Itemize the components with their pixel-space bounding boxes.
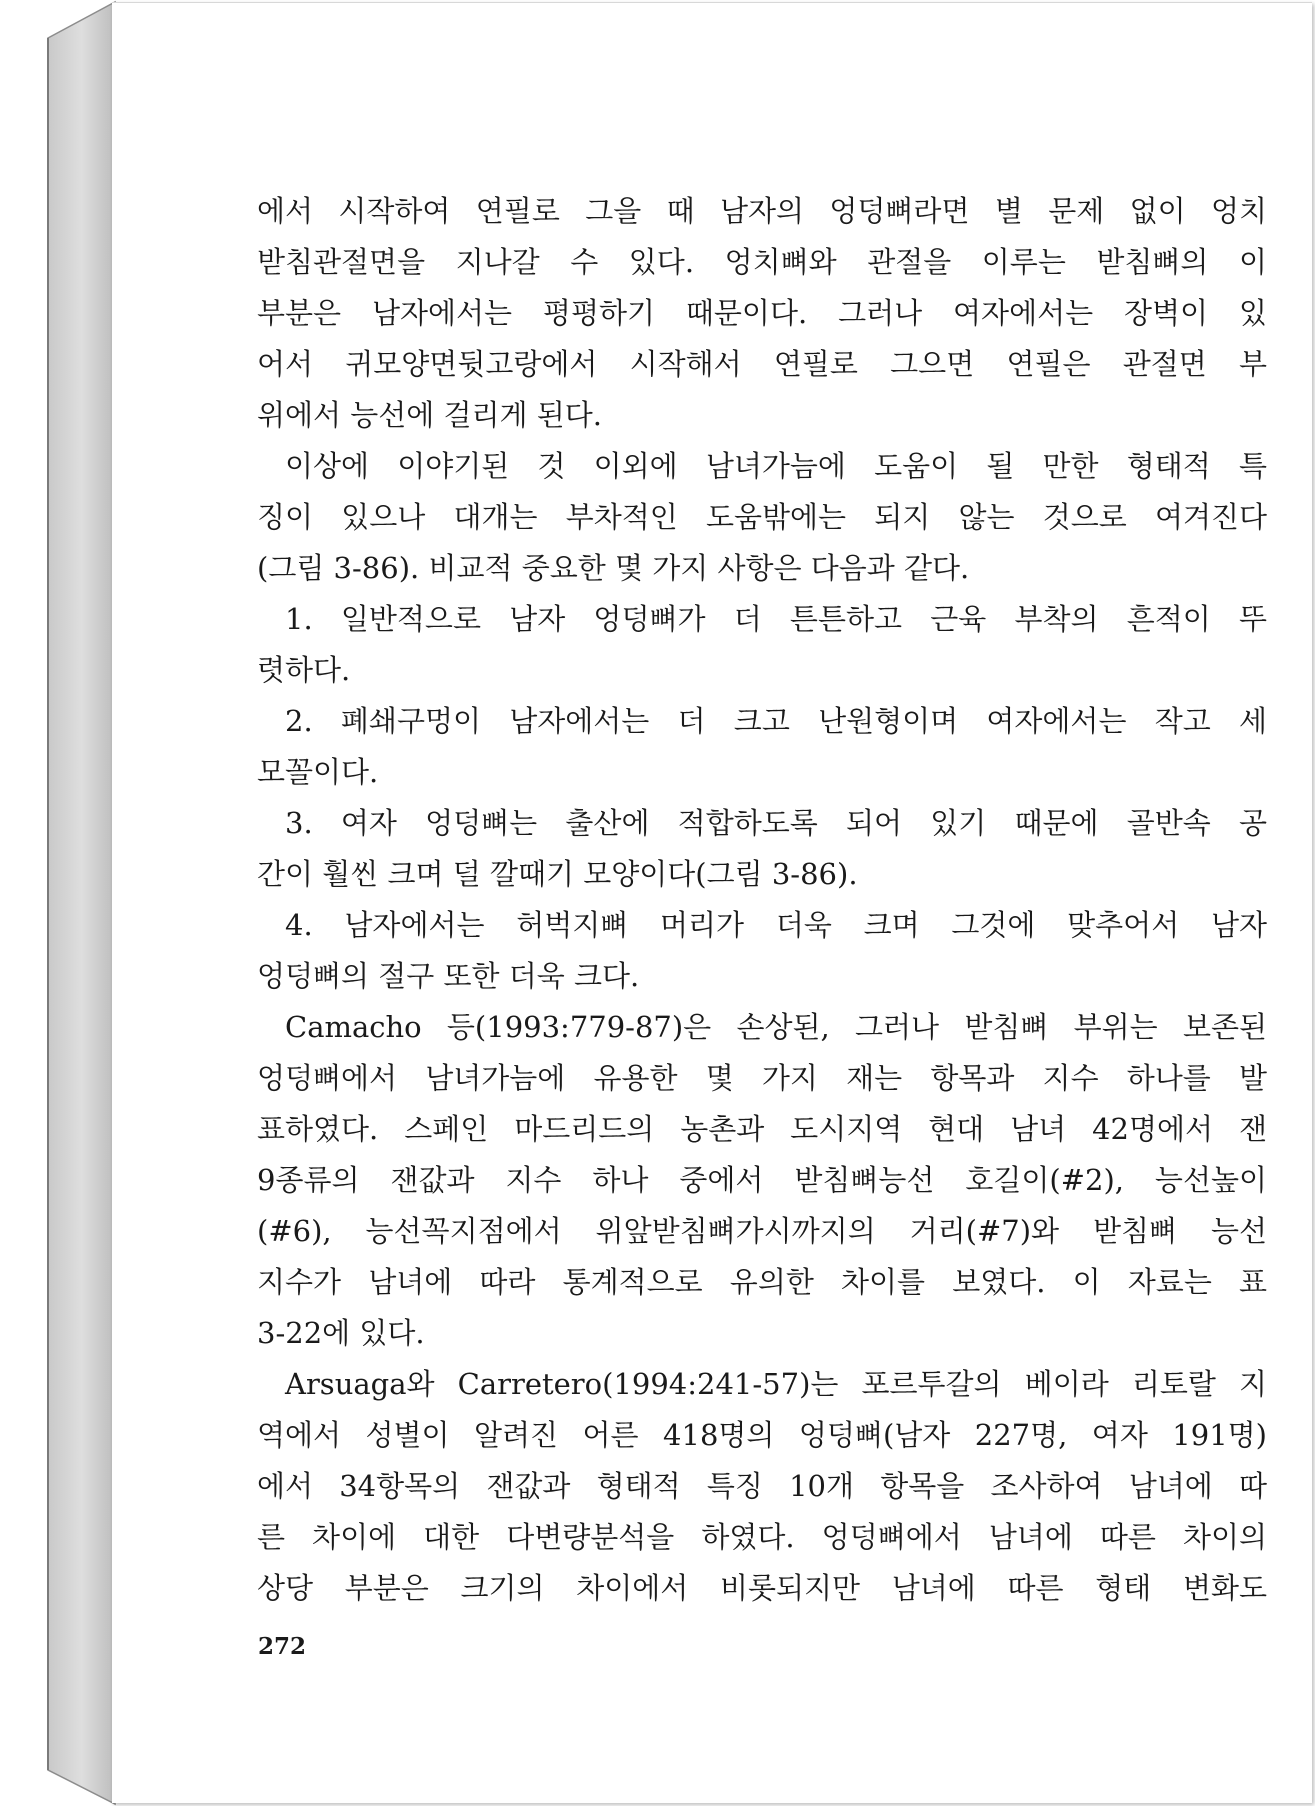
text-line: 9종류의 잰값과 지수 하나 중에서 받침뼈능선 호길이(#2), 능선높이 <box>257 1163 1267 1197</box>
page-number: 272 <box>258 1633 307 1660</box>
text-line: 상당 부분은 크기의 차이에서 비롯되지만 남녀에 따른 형태 변화도 <box>257 1571 1267 1605</box>
text-line: 모꼴이다. <box>257 755 379 789</box>
text-line: 어서 귀모양면뒷고랑에서 시작해서 연필로 그으면 연필은 관절면 부 <box>257 347 1267 381</box>
text-line: 3. 여자 엉덩뼈는 출산에 적합하도록 되어 있기 때문에 골반속 공 <box>285 806 1267 840</box>
text-line: 른 차이에 대한 다변량분석을 하였다. 엉덩뼈에서 남녀에 따른 차이의 <box>257 1520 1267 1554</box>
text-line: 에서 시작하여 연필로 그을 때 남자의 엉덩뼈라면 별 문제 없이 엉치 <box>257 194 1267 228</box>
text-line: 받침관절면을 지나갈 수 있다. 엉치뼈와 관절을 이루는 받침뼈의 이 <box>257 245 1267 279</box>
text-line: 엉덩뼈에서 남녀가늠에 유용한 몇 가지 재는 항목과 지수 하나를 발 <box>257 1061 1267 1095</box>
text-line: 역에서 성별이 알려진 어른 418명의 엉덩뼈(남자 227명, 여자 191명) <box>257 1418 1267 1452</box>
text-line: Arsuaga와 Carretero(1994:241-57)는 포르투갈의 베이라 리토랄 지 <box>285 1367 1267 1401</box>
text-line: 렷하다. <box>257 653 351 687</box>
book-page <box>112 2 1312 1803</box>
text-line: 에서 34항목의 잰값과 형태적 특징 10개 항목을 조사하여 남녀에 따 <box>257 1469 1267 1503</box>
text-line: (#6), 능선꼭지점에서 위앞받침뼈가시까지의 거리(#7)와 받침뼈 능선 <box>257 1214 1267 1248</box>
text-line: 이상에 이야기된 것 이외에 남녀가늠에 도움이 될 만한 형태적 특 <box>285 449 1267 483</box>
text-line: 지수가 남녀에 따라 통계적으로 유의한 차이를 보였다. 이 자료는 표 <box>257 1265 1267 1299</box>
text-line: 1. 일반적으로 남자 엉덩뼈가 더 튼튼하고 근육 부착의 흔적이 뚜 <box>285 602 1267 636</box>
text-line: 표하였다. 스페인 마드리드의 농촌과 도시지역 현대 남녀 42명에서 잰 <box>257 1112 1267 1146</box>
text-line: 간이 훨씬 크며 덜 깔때기 모양이다(그림 3-86). <box>257 857 858 891</box>
text-line: 위에서 능선에 걸리게 된다. <box>257 398 603 432</box>
text-line: 2. 폐쇄구멍이 남자에서는 더 크고 난원형이며 여자에서는 작고 세 <box>285 704 1267 738</box>
text-line: 부분은 남자에서는 평평하기 때문이다. 그러나 여자에서는 장벽이 있 <box>257 296 1267 330</box>
text-line: 징이 있으나 대개는 부차적인 도움밖에는 되지 않는 것으로 여겨진다 <box>257 500 1267 534</box>
text-line: 4. 남자에서는 허벅지뼈 머리가 더욱 크며 그것에 맞추어서 남자 <box>285 908 1267 942</box>
book-spine <box>0 0 120 1806</box>
text-line: 3-22에 있다. <box>257 1316 425 1350</box>
text-line: (그림 3-86). 비교적 중요한 몇 가지 사항은 다음과 같다. <box>257 551 970 585</box>
text-line: 엉덩뼈의 절구 또한 더욱 크다. <box>257 959 640 993</box>
text-line: Camacho 등(1993:779-87)은 손상된, 그러나 받침뼈 부위는 보존된 <box>285 1010 1267 1044</box>
body-text <box>257 186 1267 1614</box>
